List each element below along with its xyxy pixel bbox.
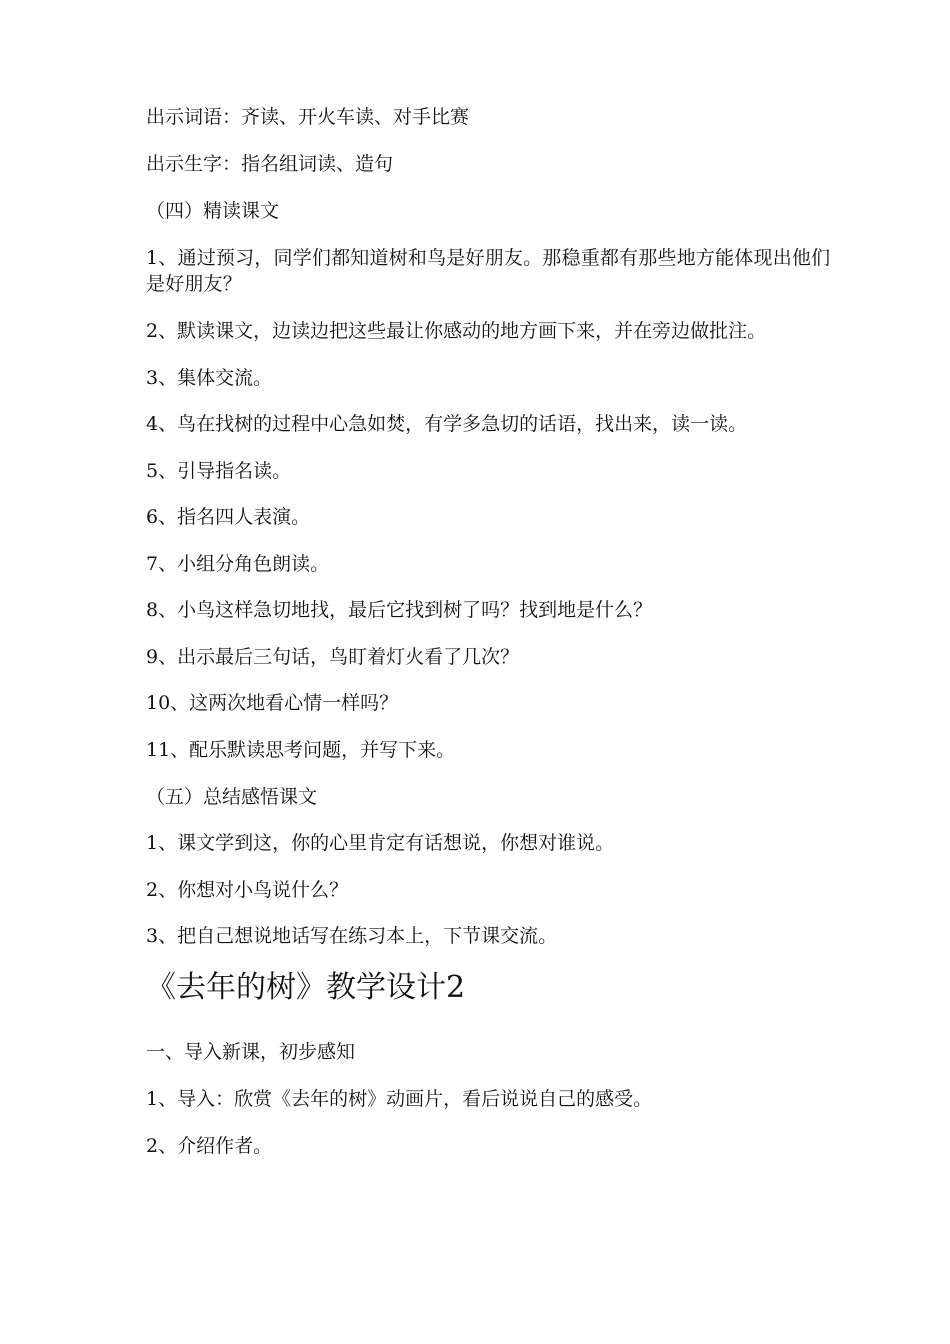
text-line: 3、把自己想说地话写在练习本上，下节课交流。 <box>146 925 558 947</box>
text-line: 1、课文学到这，你的心里肯定有话想说，你想对谁说。 <box>146 832 615 854</box>
text-line: 2、你想对小鸟说什么？ <box>146 879 349 901</box>
text-line: 9、出示最后三句话，鸟盯着灯火看了几次？ <box>146 646 520 668</box>
text-line: 出示生字：指名组词读、造句 <box>146 153 394 175</box>
text-line: 3、集体交流。 <box>146 367 273 389</box>
text-paragraph: 1、通过预习，同学们都知道树和鸟是好朋友。那稳重都有那些地方能体现出他们是好朋友？ <box>146 247 831 295</box>
section-heading: （五）总结感悟课文 <box>146 786 318 808</box>
text-line: 8、小鸟这样急切地找，最后它找到树了吗？找到地是什么？ <box>146 599 653 621</box>
text-line: 7、小组分角色朗读。 <box>146 553 330 575</box>
text-line: 1、导入：欣赏《去年的树》动画片，看后说说自己的感受。 <box>146 1088 653 1110</box>
text-line: 11、配乐默读思考问题，并写下来。 <box>146 739 456 761</box>
section-heading: （四）精读课文 <box>146 200 280 222</box>
text-line: 10、这两次地看心情一样吗？ <box>146 692 399 714</box>
text-line: 5、引导指名读。 <box>146 460 292 482</box>
text-line: 出示词语：齐读、开火车读、对手比赛 <box>146 106 470 128</box>
section-heading: 一、导入新课，初步感知 <box>146 1041 356 1063</box>
text-line: 6、指名四人表演。 <box>146 506 311 528</box>
document-title: 《去年的树》教学设计2 <box>146 970 466 1005</box>
text-line: 2、介绍作者。 <box>146 1135 273 1157</box>
text-line: 2、默读课文，边读边把这些最让你感动的地方画下来，并在旁边做批注。 <box>146 320 767 342</box>
text-line: 4、鸟在找树的过程中心急如焚，有学多急切的话语，找出来，读一读。 <box>146 413 748 435</box>
